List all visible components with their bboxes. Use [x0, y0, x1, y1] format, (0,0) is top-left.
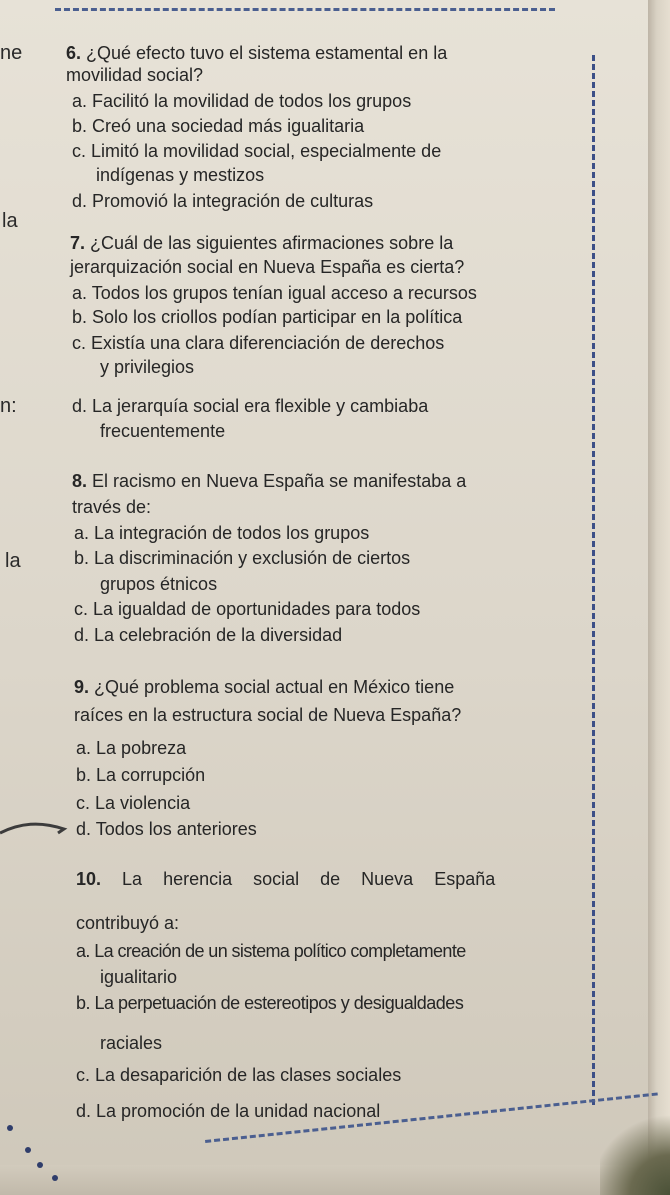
q10-option-c[interactable]: c. La desaparición de las clases sociales [76, 1065, 402, 1085]
q6-option-b[interactable]: b. Creó una sociedad más igualitaria [72, 116, 365, 136]
question-10-cont: contribuyó a: [76, 913, 180, 933]
q7-option-a[interactable]: a. Todos los grupos tenían igual acceso a recursos [72, 283, 477, 303]
margin-fragment: la [5, 550, 21, 572]
q9-option-a[interactable]: a. La pobreza [76, 738, 187, 758]
q7-option-c[interactable]: c. Existía una clara diferenciación de derechos [72, 333, 445, 353]
q7-option-d[interactable]: d. La jerarquía social era flexible y cambiaba [72, 396, 429, 416]
q7-option-b[interactable]: b. Solo los criollos podían participar en la política [72, 307, 463, 327]
q6-option-a[interactable]: a. Facilitó la movilidad de todos los grupos [72, 91, 412, 111]
q10-option-a[interactable]: a. La creación de un sistema político completamente [76, 941, 466, 961]
decorative-curve [0, 815, 70, 855]
q7-option-d-cont: frecuentemente [100, 421, 226, 441]
page-edge [648, 0, 670, 1195]
question-9: 9. ¿Qué problema social actual en México tiene [74, 677, 455, 697]
q10-option-b-cont: raciales [100, 1033, 163, 1053]
q6-option-d[interactable]: d. Promovió la integración de culturas [72, 191, 374, 211]
q8-option-b-cont: grupos étnicos [100, 574, 218, 594]
question-7: 7. ¿Cuál de las siguientes afirmaciones sobre la [70, 233, 454, 253]
dashed-border-top [55, 8, 555, 13]
q7-option-c-cont: y privilegios [100, 357, 195, 377]
question-6: 6. ¿Qué efecto tuvo el sistema estamental en la [66, 43, 448, 63]
q8-option-d[interactable]: d. La celebración de la diversidad [74, 625, 343, 645]
margin-fragment: ne [0, 42, 23, 64]
q8-option-c[interactable]: c. La igualdad de oportunidades para todos [74, 599, 421, 619]
q8-option-a[interactable]: a. La integración de todos los grupos [74, 523, 370, 543]
question-7-cont: jerarquización social en Nueva España es cierta? [70, 257, 465, 277]
q9-option-c[interactable]: c. La violencia [76, 793, 191, 813]
dashed-border-right [590, 55, 595, 1105]
q10-option-d[interactable]: d. La promoción de la unidad nacional [76, 1101, 381, 1121]
question-9-cont: raíces en la estructura social de Nueva España? [74, 705, 462, 725]
margin-fragment: la [2, 210, 18, 232]
corner-shadow [600, 1105, 670, 1195]
q9-option-b[interactable]: b. La corrupción [76, 765, 206, 785]
question-8-cont: través de: [72, 497, 152, 517]
q9-option-d[interactable]: d. Todos los anteriores [76, 819, 257, 839]
question-10: 10. La herencia social de Nueva España [76, 869, 496, 889]
margin-fragment: n: [0, 395, 17, 417]
question-8: 8. El racismo en Nueva España se manifestaba a [72, 471, 467, 491]
q8-option-b[interactable]: b. La discriminación y exclusión de ciertos [74, 548, 411, 568]
q10-option-b[interactable]: b. La perpetuación de estereotipos y desigualdades [76, 993, 464, 1013]
q6-option-c[interactable]: c. Limitó la movilidad social, especialmente de [72, 141, 442, 161]
q10-option-a-cont: igualitario [100, 967, 178, 987]
question-6-cont: movilidad social? [66, 65, 204, 85]
q6-option-c-cont: indígenas y mestizos [96, 165, 265, 185]
